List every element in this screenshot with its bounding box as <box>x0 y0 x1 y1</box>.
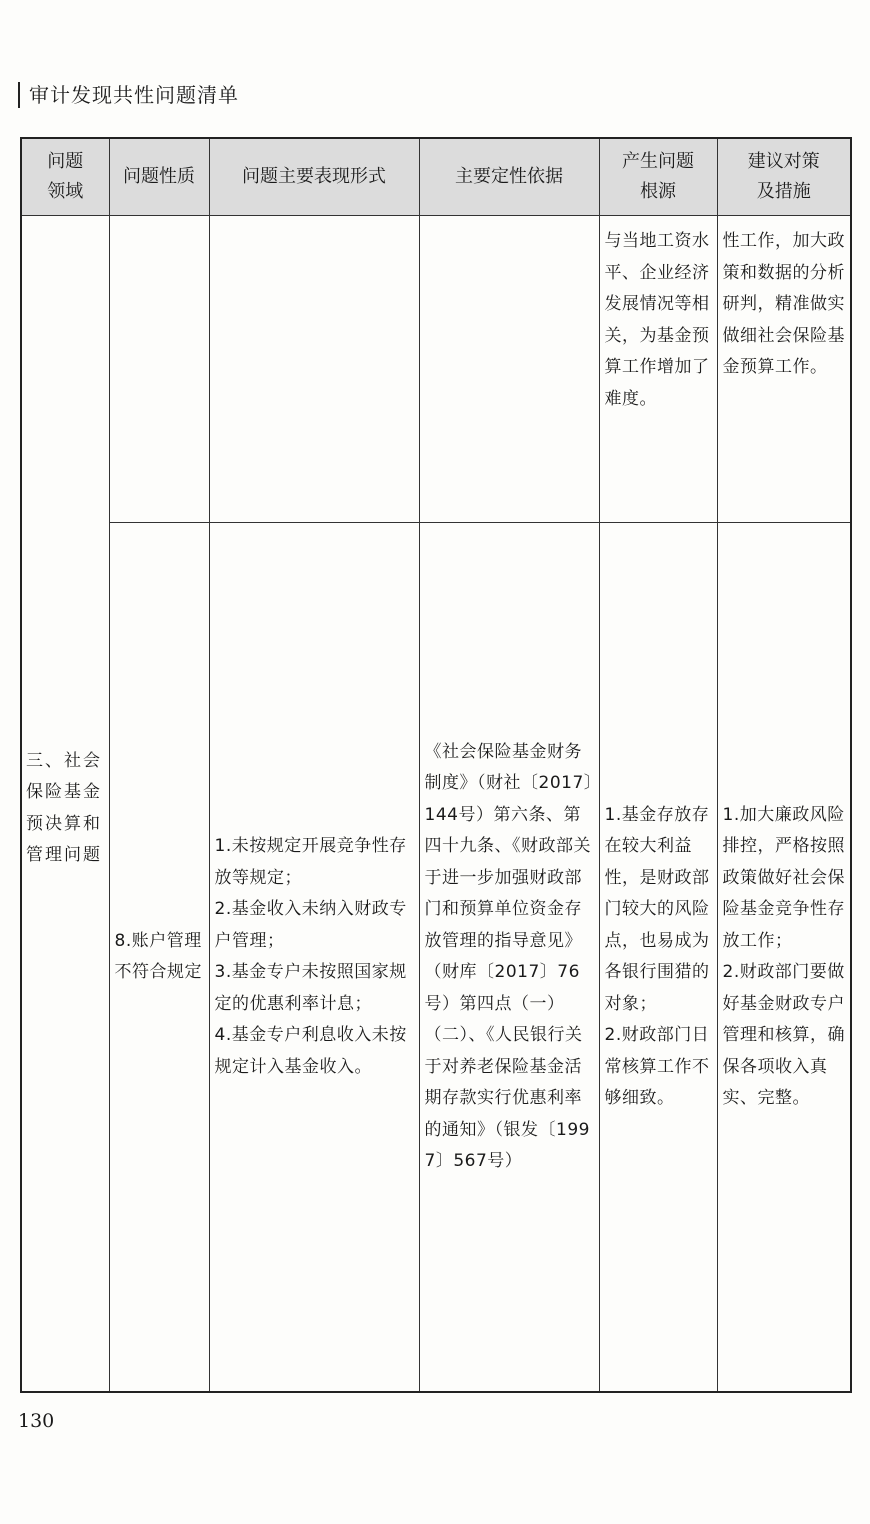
page-number: 130 <box>18 1410 55 1432</box>
running-header <box>18 82 239 108</box>
col-header-basis: 主要定性依据 <box>419 138 599 216</box>
nature-cell: 8.账户管理不符合规定 <box>109 523 209 1393</box>
suggestion-cell: 性工作，加大政策和数据的分析研判，精准做实做细社会保险基金预算工作。 <box>717 216 851 523</box>
root-cause-cell: 与当地工资水平、企业经济发展情况等相关，为基金预算工作增加了难度。 <box>599 216 717 523</box>
manifestation-cell <box>209 216 419 523</box>
col-header-suggestion: 建议对策 及措施 <box>717 138 851 216</box>
basis-cell: 《社会保险基金财务制度》（财社〔2017〕144号）第六条、第四十九条、《财政部关于进一步加强财政部门和预算单位资金存放管理的指导意见》（财库〔2017〕76号）第四点（一）（二）、《人民银行关于对养老保险基金活期存款实行优惠利率的通知》（银发〔1997〕567号） <box>419 523 599 1393</box>
basis-cell <box>419 216 599 523</box>
manifestation-cell: 1.未按规定开展竞争性存放等规定； 2.基金收入未纳入财政专户管理； 3.基金专户未按照国家规定的优惠利率计息； 4.基金专户利息收入未按规定计入基金收入。 <box>209 523 419 1393</box>
root-cause-cell: 1.基金存放存在较大利益性，是财政部门较大的风险点，也易成为各银行围猎的对象； 2.财政部门日常核算工作不够细致。 <box>599 523 717 1393</box>
audit-issues-table <box>20 137 852 1393</box>
col-header-root-cause: 产生问题 根源 <box>599 138 717 216</box>
col-header-domain: 问题 领域 <box>21 138 109 216</box>
table-row <box>21 523 851 1393</box>
nature-cell <box>109 216 209 523</box>
suggestion-cell: 1.加大廉政风险排控，严格按照政策做好社会保险基金竞争性存放工作； 2.财政部门要做好基金财政专户管理和核算，确保各项收入真实、完整。 <box>717 523 851 1393</box>
table-header-row <box>21 138 851 216</box>
table-row <box>21 216 851 523</box>
domain-cell: 三、社会 保险基金预决算和管理问题 <box>21 216 109 1393</box>
col-header-manifestation: 问题主要表现形式 <box>209 138 419 216</box>
col-header-nature: 问题性质 <box>109 138 209 216</box>
header-title: 审计发现共性问题清单 <box>29 83 239 107</box>
